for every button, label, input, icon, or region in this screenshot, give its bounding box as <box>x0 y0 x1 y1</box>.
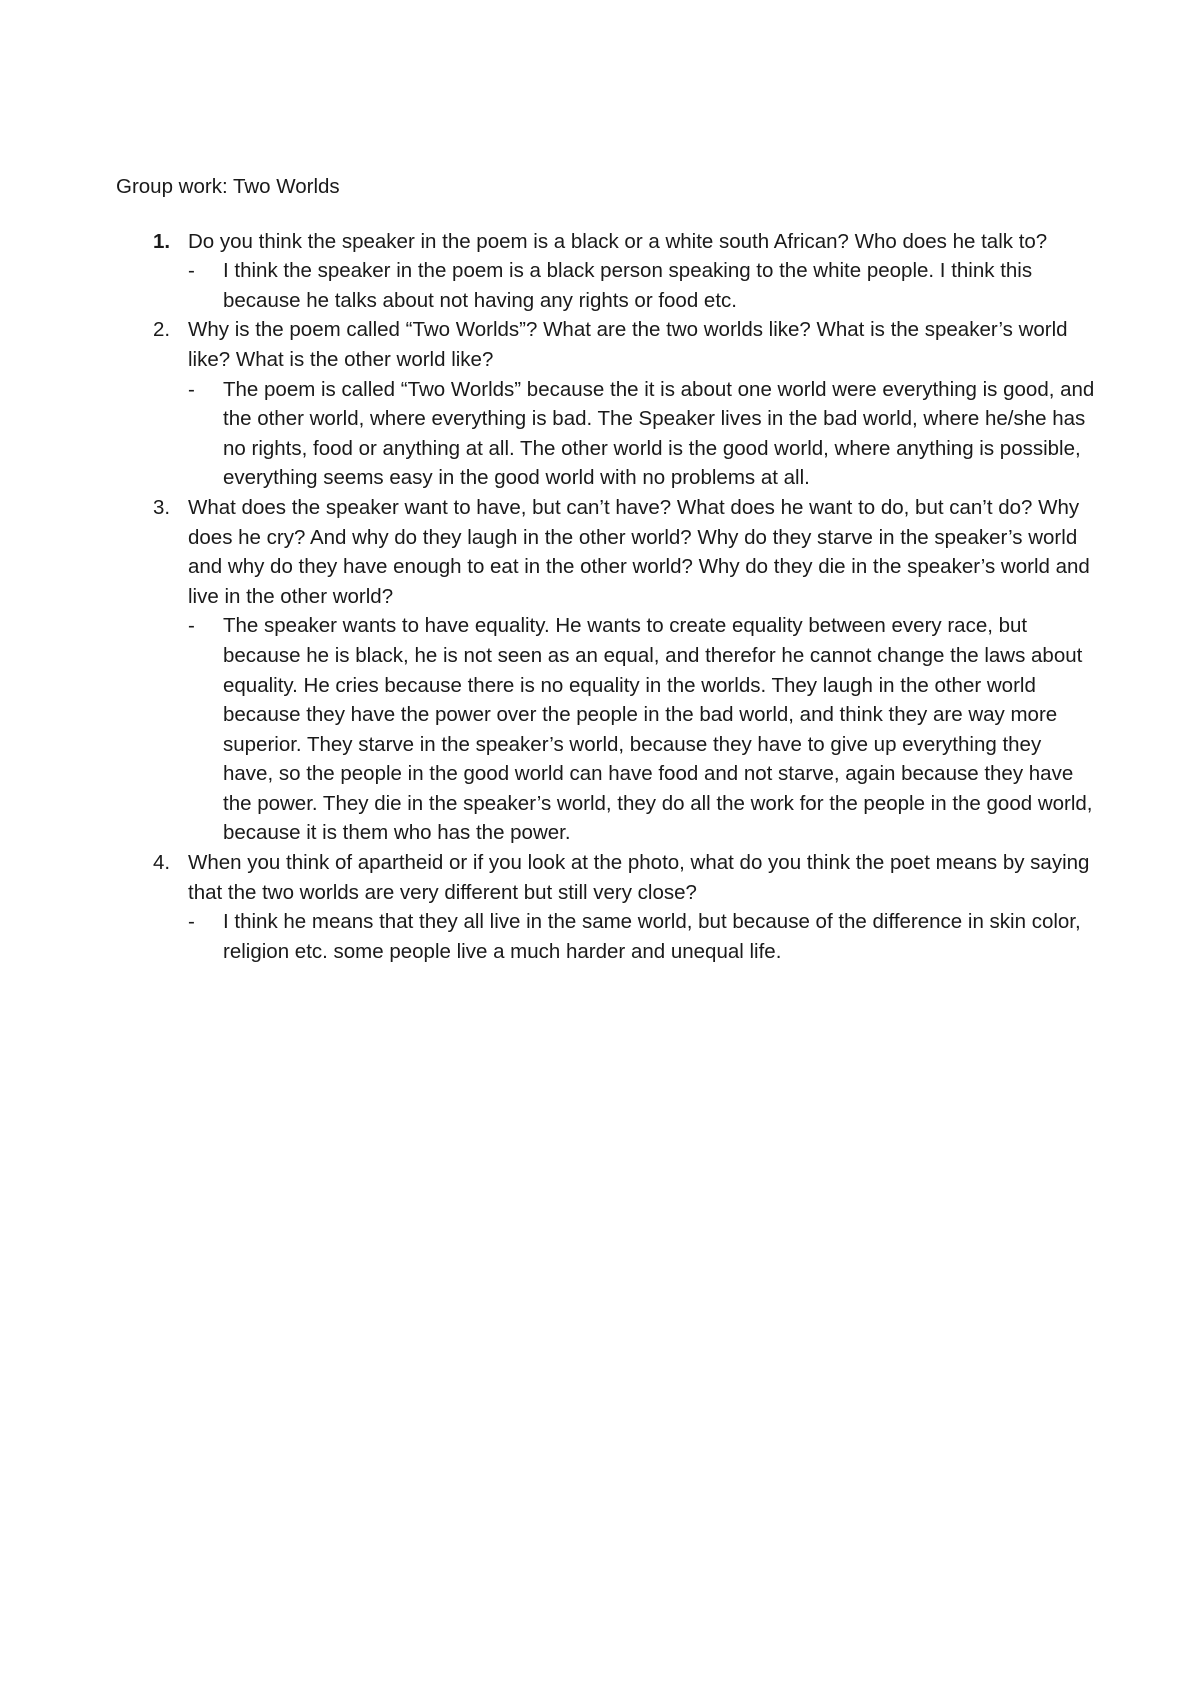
answer-text: The speaker wants to have equality. He wants to create equality between every race, but because he is black, he is not seen as an equal, and therefor he cannot change the laws about equality. He cries because there is no equality in the worlds. They laugh in the other world because they have the power over the people in the bad world, and think they are way more superior. They starve in the speaker’s world, because they have to give up everything they have, so the people in the good world can have food and not starve, again because they have the power. They die in the speaker’s world, they do all the work for the people in the good world, because it is them who has the power. <box>223 614 1093 845</box>
question-item-2 <box>116 315 1096 493</box>
answer-block <box>188 375 1096 493</box>
answer-text: I think he means that they all live in the same world, but because of the difference in skin color, religion etc. some people live a much harder and unequal life. <box>223 910 1081 963</box>
answer-marker: - <box>188 910 195 934</box>
question-list <box>116 227 1096 967</box>
question-item-3 <box>116 493 1096 848</box>
question-text: Do you think the speaker in the poem is a black or a white south African? Who does he talk to? <box>188 229 1048 253</box>
question-number: 3. <box>153 495 171 519</box>
question-item-1 <box>116 227 1096 316</box>
answer-marker: - <box>188 614 195 638</box>
question-text: When you think of apartheid or if you look at the photo, what do you think the poet means by saying that the two worlds are very different but still very close? <box>188 851 1090 904</box>
document-title: Group work: Two Worlds <box>116 175 340 198</box>
answer-marker: - <box>188 259 195 283</box>
answer-text: The poem is called “Two Worlds” because the it is about one world were everything is good, and the other world, where everything is bad. The Speaker lives in the bad world, where he/she has no rights, food or anything at all. The other world is the good world, where anything is possible, everything seems easy in the good world with no problems at all. <box>223 377 1095 490</box>
answer-block <box>188 611 1096 848</box>
question-number: 2. <box>153 318 171 342</box>
question-text: Why is the poem called “Two Worlds”? What are the two worlds like? What is the speaker’s world like? What is the other world like? <box>188 318 1068 371</box>
answer-marker: - <box>188 377 195 401</box>
answer-text: I think the speaker in the poem is a black person speaking to the white people. I think this because he talks about not having any rights or food etc. <box>223 259 1033 312</box>
answer-block <box>188 907 1096 966</box>
question-text: What does the speaker want to have, but can’t have? What does he want to do, but can’t do? Why does he cry? And why do they laugh in the other world? Why do they starve in the speaker’s world and why do they have enough to eat in the other world? Why do they die in the speaker’s world and live in the other world? <box>188 495 1090 608</box>
answer-block <box>188 256 1096 315</box>
document-body <box>116 172 1096 966</box>
question-item-4 <box>116 848 1096 966</box>
question-number: 1. <box>153 229 171 253</box>
question-number: 4. <box>153 851 171 875</box>
